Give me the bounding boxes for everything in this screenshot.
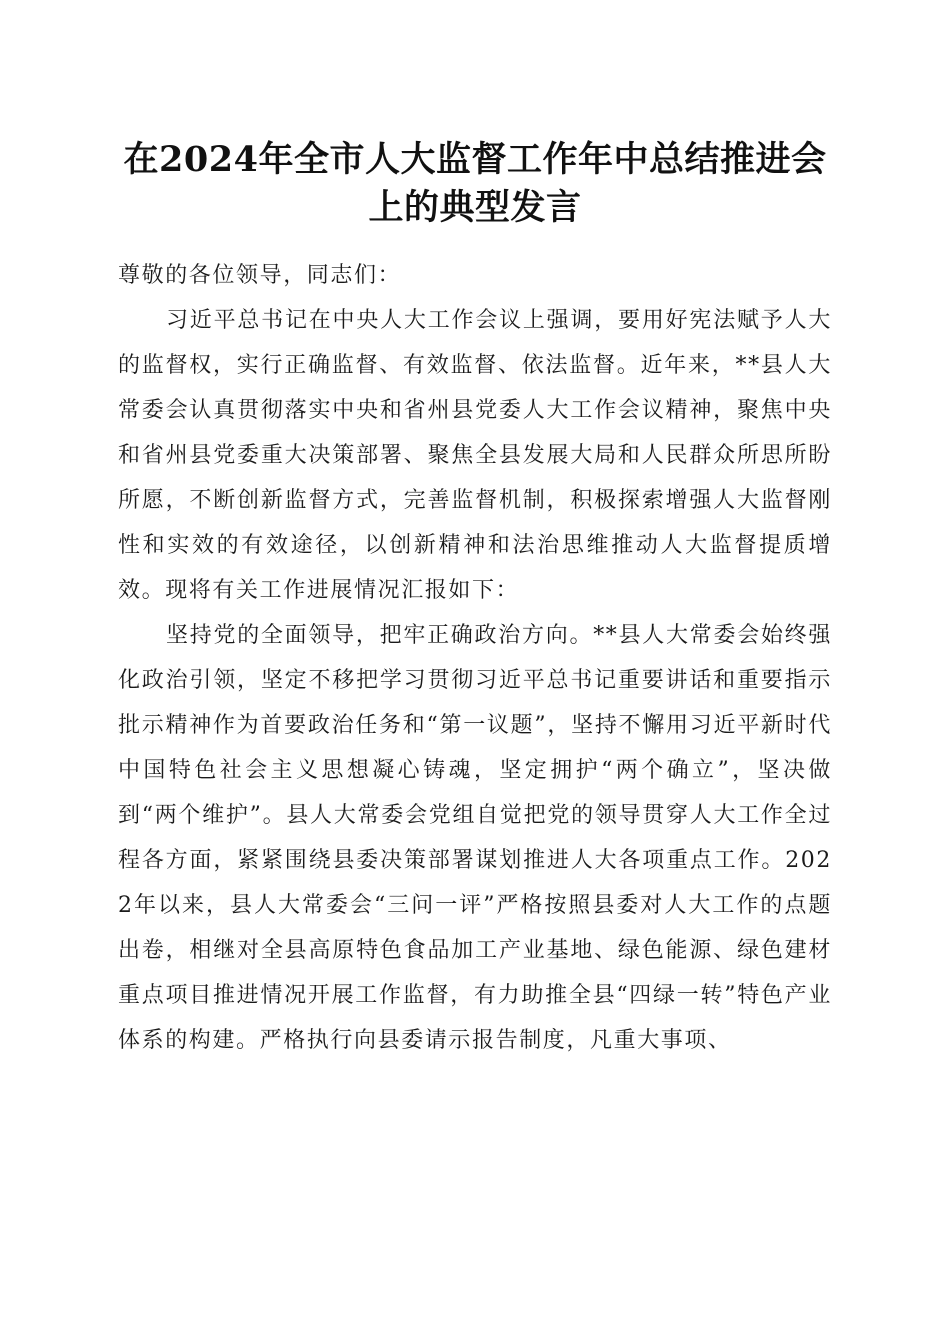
- paragraph-party-leadership: 坚持党的全面领导，把牢正确政治方向。**县人大常委会始终强化政治引领，坚定不移把学习贯彻习近平总书记重要讲话和重要指示批示精神作为首要政治任务和“第一议题”，坚持不懈用习近平新时代中国特色社会主义思想凝心铸魂，坚定拥护“两个确立”，坚决做到“两个维护”。县人大常委会党组自觉把党的领导贯穿人大工作全过程各方面，紧紧围绕县委决策部署谋划推进人大各项重点工作。2022年以来，县人大常委会“三问一评”严格按照县委对人大工作的点题出卷，相继对全县高原特色食品加工产业基地、绿色能源、绿色建材重点项目推进情况开展工作监督，有力助推全县“四绿一转”特色产业体系的构建。严格执行向县委请示报告制度，凡重大事项、: [118, 623, 832, 1053]
- paragraph-intro: 习近平总书记在中央人大工作会议上强调，要用好宪法赋予人大的监督权，实行正确监督、有效监督、依法监督。近年来，**县人大常委会认真贯彻落实中央和省州县党委人大工作会议精神，聚焦中央和省州县党委重大决策部署、聚焦全县发展大局和人民群众所思所盼所愿，不断创新监督方式，完善监督机制，积极探索增强人大监督刚性和实效的有效途径，以创新精神和法治思维推动人大监督提质增效。现将有关工作进展情况汇报如下：: [118, 308, 832, 603]
- title-line-1: 在2024年全市人大监督工作年中总结推进会: [123, 139, 827, 180]
- salutation: 尊敬的各位领导，同志们：: [118, 263, 402, 288]
- title-line-2: 上的典型发言: [368, 187, 582, 228]
- document-body: [118, 253, 832, 1063]
- document-title: [100, 136, 850, 232]
